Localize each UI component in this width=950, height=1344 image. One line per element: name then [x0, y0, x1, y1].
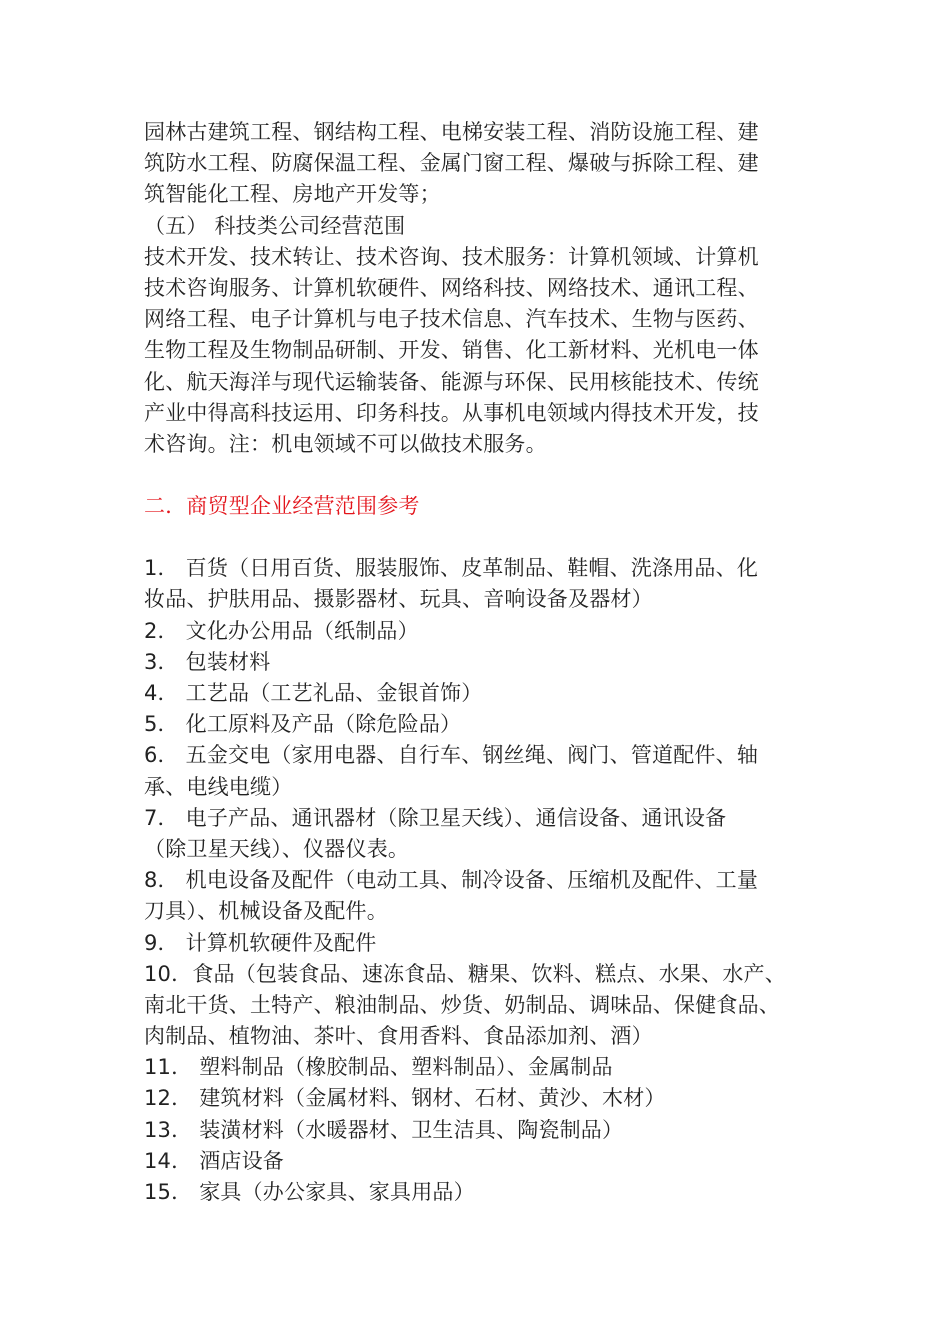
list-item-continuation: 肉制品、植物油、茶叶、食用香料、食品添加剂、酒）: [144, 1024, 653, 1049]
trade-section-heading: 二．商贸型企业经营范围参考: [144, 494, 420, 519]
spacer: [144, 460, 814, 491]
list-item: 4． 工艺品（工艺礼品、金银首饰）: [144, 681, 483, 705]
list-item: 11． 塑料制品（橡胶制品、塑料制品）、金属制品: [144, 1055, 613, 1080]
list-item: 5． 化工原料及产品（除危险品）: [144, 712, 462, 737]
list-item-continuation: （除卫星天线）、仪器仪表。: [144, 836, 410, 861]
list-item: 14． 酒店设备: [144, 1148, 284, 1173]
list-item: 13． 装潢材料（水暖器材、卫生洁具、陶瓷制品）: [144, 1117, 624, 1142]
text-line: 网络工程、电子计算机与电子技术信息、汽车技术、生物与医药、: [144, 307, 759, 332]
list-item: 3． 包装材料: [144, 649, 271, 674]
list-item: 9． 计算机软硬件及配件: [144, 930, 377, 955]
text-line: 产业中得高科技运用、印务科技。从事机电领域内得技术开发，技: [144, 400, 759, 425]
text-line: 技术咨询服务、计算机软硬件、网络科技、网络技术、通讯工程、: [144, 275, 759, 300]
spacer: [144, 522, 814, 553]
text-line: 筑智能化工程、房地产开发等；: [144, 182, 441, 207]
text-line: 技术开发、技术转让、技术咨询、技术服务：计算机领域、计算机: [144, 244, 759, 269]
text-line: 生物工程及生物制品研制、开发、销售、化工新材料、光机电一体: [144, 338, 759, 363]
text-line: 筑防水工程、防腐保温工程、金属门窗工程、爆破与拆除工程、建: [144, 151, 759, 176]
list-item: 6． 五金交电（家用电器、自行车、钢丝绳、阀门、管道配件、轴: [144, 743, 759, 768]
trade-list: [144, 553, 814, 1208]
list-item: 2． 文化办公用品（纸制品）: [144, 618, 419, 643]
list-item: 7． 电子产品、通讯器材（除卫星天线）、通信设备、通讯设备: [144, 805, 727, 830]
list-item: 15． 家具（办公家具、家具用品）: [144, 1180, 475, 1204]
document-body: [144, 117, 814, 1208]
list-item-continuation: 承、电线电缆）: [144, 774, 293, 799]
text-line: 园林古建筑工程、钢结构工程、电梯安装工程、消防设施工程、建: [144, 120, 759, 144]
list-item-continuation: 刀具）、机械设备及配件。: [144, 899, 388, 924]
list-item-continuation: 南北干货、土特产、粮油制品、炒货、奶制品、调味品、保健食品、: [144, 992, 780, 1017]
intro-paragraph: [144, 117, 814, 211]
text-line: 术咨询。注：机电领域不可以做技术服务。: [144, 431, 547, 456]
list-item: 10．食品（包装食品、速冻食品、糖果、饮料、糕点、水果、水产、: [144, 961, 786, 986]
list-item: 12． 建筑材料（金属材料、钢材、石材、黄沙、木材）: [144, 1086, 666, 1111]
list-item: 8． 机电设备及配件（电动工具、制冷设备、压缩机及配件、工量: [144, 868, 759, 893]
text-line: 化、航天海洋与现代运输装备、能源与环保、民用核能技术、传统: [144, 369, 759, 394]
list-item-continuation: 妆品、护肤用品、摄影器材、玩具、音响设备及器材）: [144, 587, 653, 612]
tech-section-title: （五） 科技类公司经营范围: [144, 213, 406, 238]
tech-section: [144, 211, 814, 461]
list-item: 1． 百货（日用百货、服装服饰、皮革制品、鞋帽、洗涤用品、化: [144, 556, 759, 581]
